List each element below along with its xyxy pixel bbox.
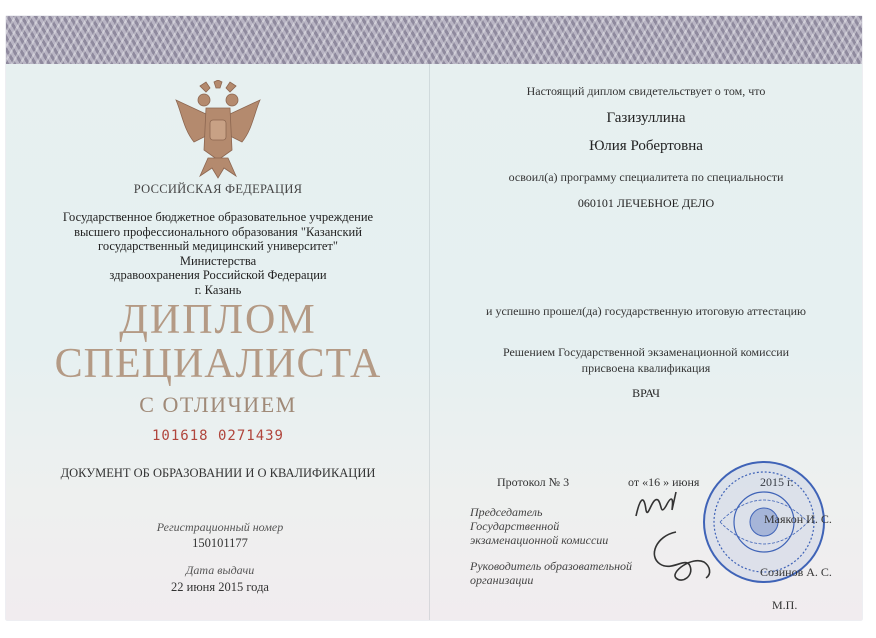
registration-number: 150101177	[192, 536, 248, 550]
decorative-top-band	[6, 16, 862, 64]
certificate-intro: Настоящий диплом свидетельствует о том, что	[526, 84, 766, 98]
registration-label: Регистрационный номер	[156, 520, 284, 534]
institution-line: Государственное бюджетное образовательное учреждение	[62, 210, 374, 224]
head-title	[470, 559, 632, 587]
chair-line: Председатель	[470, 505, 543, 519]
commission-statement	[436, 344, 856, 376]
protocol-date: от «16 » июня	[628, 475, 700, 489]
head-signature-icon	[646, 526, 716, 588]
chair-signature-icon	[632, 486, 692, 526]
chair-line: Государственной	[470, 519, 560, 533]
center-fold	[429, 64, 430, 620]
seal-place-label: М.П.	[772, 598, 798, 612]
chair-line: экзаменационной комиссии	[470, 533, 609, 547]
protocol-number: Протокол № 3	[497, 475, 570, 489]
country-label: РОССИЙСКАЯ ФЕДЕРАЦИЯ	[133, 182, 303, 196]
graduate-last-name: Газизуллина	[606, 110, 686, 126]
head-line: Руководитель образовательной	[470, 559, 633, 573]
institution-name	[62, 210, 374, 297]
institution-city: г. Казань	[194, 282, 242, 297]
document-type: ДОКУМЕНТ ОБ ОБРАЗОВАНИИ И О КВАЛИФИКАЦИИ	[60, 466, 376, 480]
coat-of-arms-icon	[170, 80, 266, 180]
qualification: ВРАЧ	[632, 386, 660, 400]
commission-line: присвоена квалификация	[581, 361, 711, 375]
attestation-statement: и успешно прошел(да) государственную итоговую аттестацию	[486, 304, 806, 318]
chair-name: Маякон И. С.	[764, 512, 832, 526]
head-name: Созинов А. С.	[760, 565, 832, 579]
specialty: 060101 ЛЕЧЕБНОЕ ДЕЛО	[577, 196, 715, 210]
institution-line: государственный медицинский университет" Министерства	[98, 239, 338, 268]
honors-label: С ОТЛИЧИЕМ	[139, 392, 297, 417]
institution-line: высшего профессионального образования "Казанский	[74, 224, 362, 239]
program-statement: освоил(а) программу специалитета по специальности	[508, 170, 784, 184]
issue-date: 22 июня 2015 года	[171, 580, 269, 594]
chair-title	[470, 505, 608, 547]
commission-line: Решением Государственной экзаменационной комиссии	[502, 345, 790, 359]
head-line: организации	[470, 573, 534, 587]
institution-line: здравоохранения Российской Федерации	[109, 268, 327, 282]
issue-date-label: Дата выдачи	[185, 563, 255, 577]
diploma-subtitle: СПЕЦИАЛИСТА	[54, 341, 382, 387]
diploma-title: ДИПЛОМ	[119, 297, 317, 343]
graduate-first-names: Юлия Робертовна	[589, 138, 703, 154]
serial-number: 101618 0271439	[151, 428, 284, 444]
